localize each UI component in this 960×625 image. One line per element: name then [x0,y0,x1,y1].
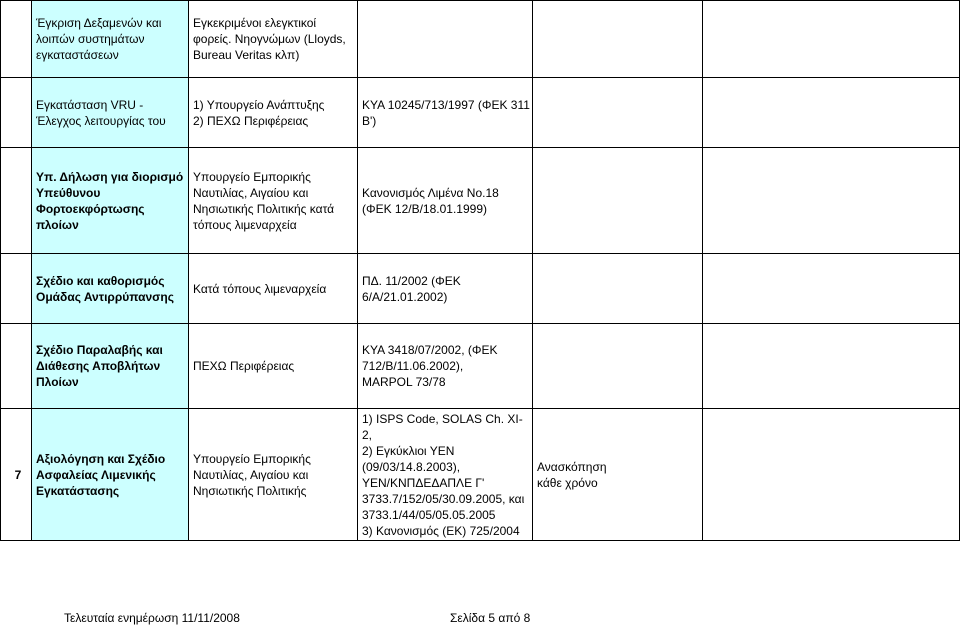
empty-cell [703,1,960,78]
review-cell [533,324,703,409]
row-number [1,1,32,78]
legislation-cell: ΚΥΑ 3418/07/2002, (ΦΕΚ 712/Β/11.06.2002), MARPOL 73/78 [358,324,533,409]
review-cell [533,1,703,78]
review-cell: Ανασκόπηση κάθε χρόνο [533,409,703,541]
review-cell [533,78,703,148]
row-number [1,324,32,409]
authority-cell: Εγκεκριμένοι ελεγκτικοί φορείς. Νηογνώμων (Lloyds, Bureau Veritas κλπ) [189,1,358,78]
footer-page-number: Σελίδα 5 από 8 [450,611,531,625]
empty-cell [703,409,960,541]
action-cell: Υπ. Δήλωση για διορισμό Υπεύθυνου Φορτοεκφόρτωσης πλοίων [32,148,189,254]
action-cell: Σχέδιο Παραλαβής και Διάθεσης Αποβλήτων Πλοίων [32,324,189,409]
review-cell [533,254,703,324]
table-row [1,409,960,541]
authority-cell: 1) Υπουργείο Ανάπτυξης 2) ΠΕΧΩ Περιφέρειας [189,78,358,148]
legislation-cell: ΠΔ. 11/2002 (ΦΕΚ 6/Α/21.01.2002) [358,254,533,324]
authority-cell: Υπουργείο Εμπορικής Ναυτιλίας, Αιγαίου και Νησιωτικής Πολιτικής κατά τόπους λιμεναρχεία [189,148,358,254]
table-row [1,148,960,254]
table-row [1,324,960,409]
legislation-cell: 1) ISPS Code, SOLAS Ch. XI-2, 2) Εγκύκλιοι ΥΕΝ (09/03/14.8.2003), ΥΕΝ/ΚΝΠΔΕΔΑΠΛΕ Γ' 3733.7/152/05/30.09.2005, και 3733.1/44/05/05.05.2005 3) Κανονισμός (ΕΚ) 725/2004 [358,409,533,541]
table-row [1,78,960,148]
action-cell: Αξιολόγηση και Σχέδιο Ασφαλείας Λιμενικής Εγκατάστασης [32,409,189,541]
row-number [1,148,32,254]
table-row [1,1,960,78]
review-cell [533,148,703,254]
table-row [1,254,960,324]
legislation-cell [358,1,533,78]
authority-cell: Υπουργείο Εμπορικής Ναυτιλίας, Αιγαίου και Νησιωτικής Πολιτικής [189,409,358,541]
authority-cell: ΠΕΧΩ Περιφέρειας [189,324,358,409]
empty-cell [703,324,960,409]
action-cell: Έγκριση Δεξαμενών και λοιπών συστημάτων εγκαταστάσεων [32,1,189,78]
legislation-cell: Κανονισμός Λιμένα Νο.18 (ΦΕΚ 12/Β/18.01.1999) [358,148,533,254]
footer-last-update: Τελευταία ενημέρωση 11/11/2008 [64,611,240,625]
empty-cell [703,254,960,324]
legislation-cell: ΚΥΑ 10245/713/1997 (ΦΕΚ 311 Β') [358,78,533,148]
empty-cell [703,78,960,148]
row-number [1,78,32,148]
action-cell: Σχέδιο και καθορισμός Ομάδας Αντιρρύπανσης [32,254,189,324]
action-cell: Εγκατάσταση VRU - Έλεγχος λειτουργίας του [32,78,189,148]
row-number: 7 [1,409,32,541]
row-number [1,254,32,324]
empty-cell [703,148,960,254]
authority-cell: Κατά τόπους λιμεναρχεία [189,254,358,324]
